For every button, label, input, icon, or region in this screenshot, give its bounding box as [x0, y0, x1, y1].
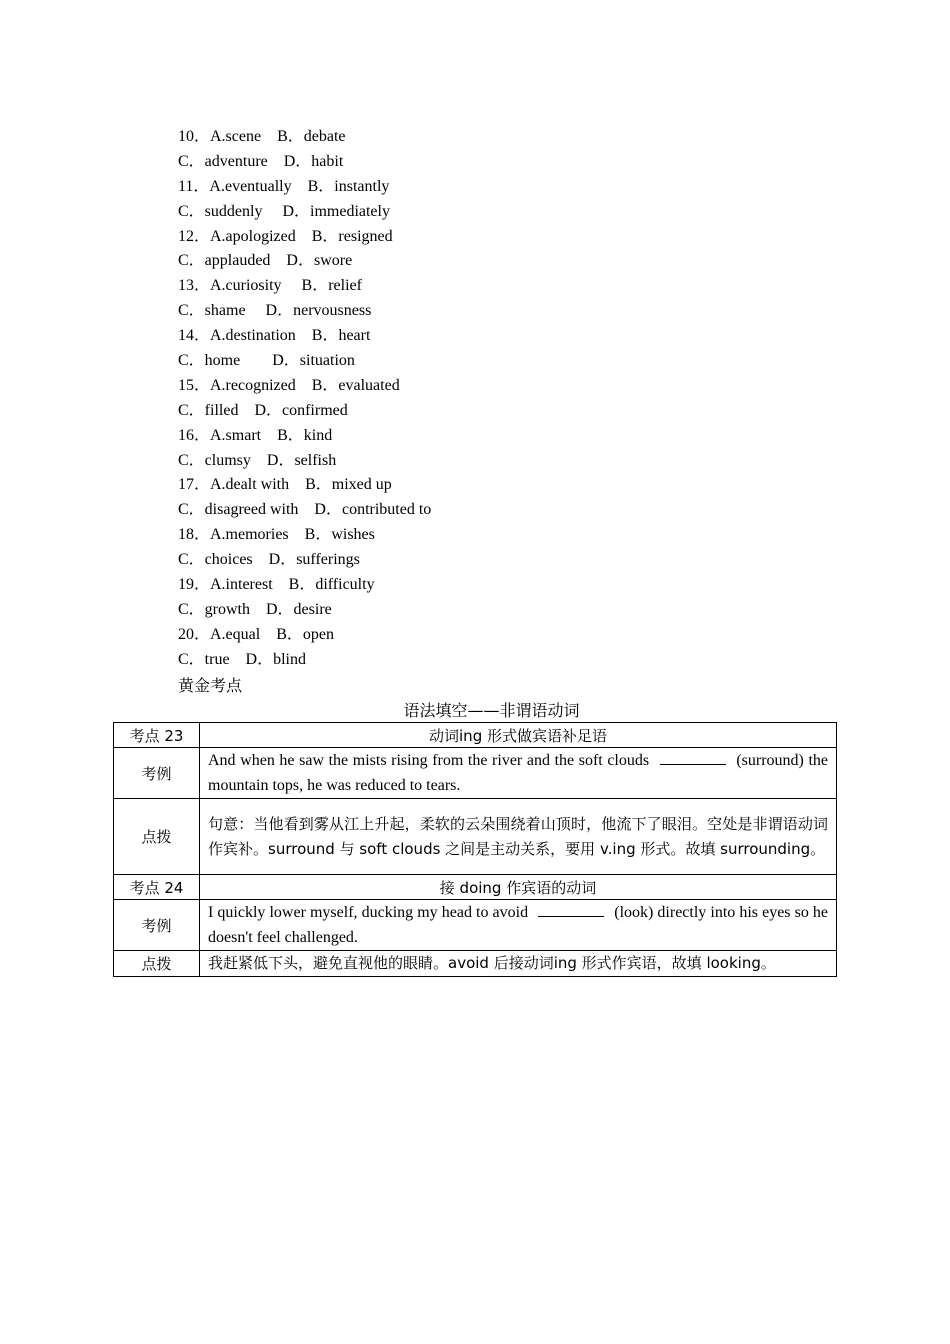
section-label: 黄金考点 [178, 676, 243, 695]
example-after: (surround) the mountain tops, he was reduced to tears. [208, 752, 829, 794]
option-line: C．suddenly D．immediately [178, 202, 390, 220]
table-row [114, 900, 837, 951]
example-label: 考例 [114, 748, 200, 799]
option-line: 19．A.interest B．difficulty [178, 576, 375, 594]
option-line: 17．A.dealt with B．mixed up [178, 476, 392, 494]
section-title: 语法填空——非谓语动词 [403, 701, 580, 720]
example-label: 考例 [114, 900, 200, 951]
table-row [114, 748, 837, 799]
example-text [200, 900, 837, 951]
option-line: 14．A.destination B．heart [178, 327, 371, 345]
option-line: C．adventure D．habit [178, 152, 344, 170]
point-label: 考点 24 [114, 875, 200, 900]
answer-blank [538, 904, 604, 917]
option-line: 16．A.smart B．kind [178, 426, 333, 444]
option-line: C．growth D．desire [178, 600, 332, 618]
tip-label: 点拨 [114, 951, 200, 977]
answer-options [178, 125, 778, 673]
option-line: 11．A.eventually B．instantly [178, 177, 390, 195]
option-line: C．choices D．sufferings [178, 551, 360, 569]
example-before: And when he saw the mists rising from the river and the soft clouds [208, 752, 650, 769]
option-line: 20．A.equal B．open [178, 625, 334, 643]
table-row [114, 951, 837, 977]
example-before: I quickly lower myself, ducking my head to avoid [208, 904, 529, 921]
tip-text: 句意：当他看到雾从江上升起，柔软的云朵围绕着山顶时，他流下了眼泪。空处是非谓语动词作宾补。surround 与 soft clouds 之间是主动关系，要用 v.ing 形式。故填 surrounding。 [200, 799, 837, 875]
option-line: C．filled D．confirmed [178, 401, 348, 419]
example-text [200, 748, 837, 799]
option-line: C．applauded D．swore [178, 252, 353, 270]
option-line: 10．A.scene B．debate [178, 128, 346, 145]
option-line: C．true D．blind [178, 650, 306, 668]
option-line: 15．A.recognized B．evaluated [178, 376, 400, 394]
grammar-points-table [113, 722, 837, 977]
point-heading: 接 doing 作宾语的动词 [200, 875, 837, 900]
tip-label: 点拨 [114, 799, 200, 875]
option-line: 13．A.curiosity B．relief [178, 277, 362, 295]
table-row [114, 723, 837, 748]
tip-text: 我赶紧低下头，避免直视他的眼睛。avoid 后接动词ing 形式作宾语，故填 looking。 [200, 951, 837, 977]
point-heading: 动词ing 形式做宾语补足语 [200, 723, 837, 748]
table-row [114, 799, 837, 875]
option-line: C．disagreed with D．contributed to [178, 501, 432, 519]
option-line: 12．A.apologized B．resigned [178, 227, 393, 245]
option-line: C．shame D．nervousness [178, 302, 372, 320]
option-line: C．clumsy D．selfish [178, 451, 337, 469]
option-line: 18．A.memories B．wishes [178, 526, 375, 544]
example-after: (look) directly into his eyes so he doesn't feel challenged. [208, 904, 828, 946]
option-line: C．home D．situation [178, 352, 355, 370]
table-row [114, 875, 837, 900]
answer-blank [660, 752, 726, 765]
point-label: 考点 23 [114, 723, 200, 748]
